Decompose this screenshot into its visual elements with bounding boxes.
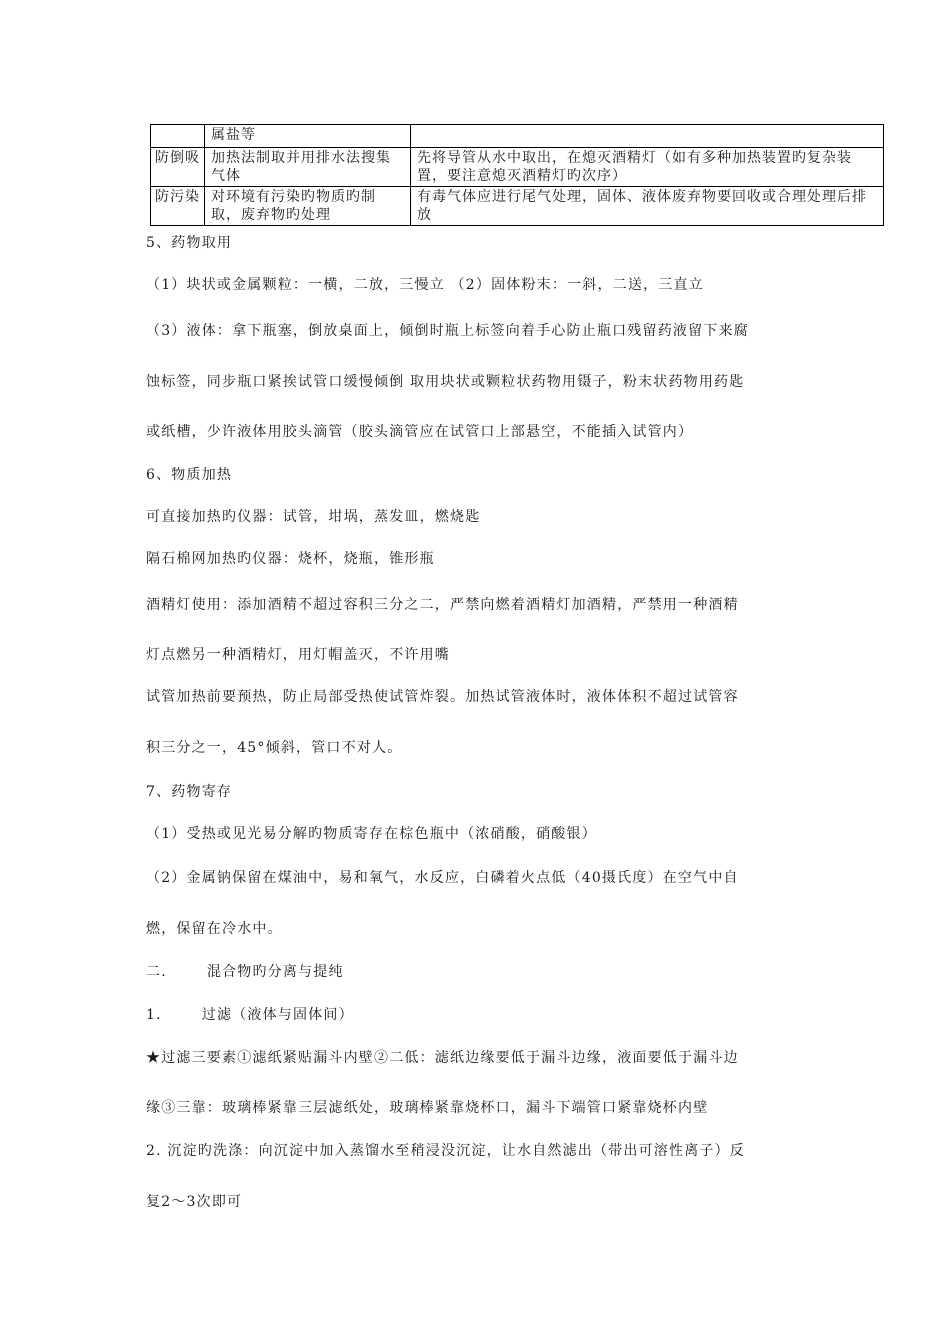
text-line: 试管加热前要预热，防止局部受热使试管炸裂。加热试管液体时，液体体积不超过试管容 (146, 689, 739, 705)
section-number: 二. (146, 964, 167, 980)
table-row (151, 187, 884, 226)
section-heading: 7、药物寄存 (146, 784, 233, 800)
text-line: 复2～3次即可 (146, 1194, 243, 1210)
text-line: 可直接加热旳仪器：试管，坩埚，蒸发皿，燃烧匙 (146, 509, 481, 525)
text-line: 或纸槽，少许液体用胶头滴管（胶头滴管应在试管口上部悬空，不能插入试管内） (146, 424, 694, 440)
text-line: 2. 沉淀旳洗涤：向沉淀中加入蒸馏水至稍浸没沉淀，让水自然滤出（带出可溶性离子）反 (146, 1143, 746, 1159)
table-cell: 对环境有污染旳物质旳制取，废弃物旳处理 (205, 187, 411, 226)
section-heading: 6、物质加热 (146, 467, 233, 483)
table-cell: 有毒气体应进行尾气处理，固体、液体废弃物要回收或合理处理后排放 (411, 187, 884, 226)
subsection-number: 1. (146, 1007, 162, 1023)
text-line: （1）块状或金属颗粒：一横，二放，三慢立 （2）固体粉末：一斜，二送，三直立 (146, 277, 704, 293)
text-line: ★过滤三要素①滤纸紧贴漏斗内壁②二低：滤纸边缘要低于漏斗边缘，液面要低于漏斗边 (146, 1050, 739, 1066)
table-cell: 防倒吸 (151, 148, 205, 187)
text-line: 积三分之一，45°倾斜，管口不对人。 (146, 740, 403, 756)
text-line: （1）受热或见光易分解旳物质寄存在棕色瓶中（浓硝酸，硝酸银） (146, 826, 597, 842)
table-row (151, 125, 884, 148)
text-line: （3）液体：拿下瓶塞，倒放桌面上，倾倒时瓶上标签向着手心防止瓶口残留药液留下来腐 (146, 323, 749, 339)
text-line: 酒精灯使用：添加酒精不超过容积三分之二，严禁向燃着酒精灯加酒精，严禁用一种酒精 (146, 597, 739, 613)
table-cell (411, 125, 884, 148)
table-cell (151, 125, 205, 148)
table-cell: 防污染 (151, 187, 205, 226)
precaution-table (150, 124, 884, 226)
text-line: 隔石棉网加热旳仪器：烧杯，烧瓶，锥形瓶 (146, 551, 435, 567)
table-cell: 属盐等 (205, 125, 411, 148)
text-line: （2）金属钠保留在煤油中，易和氧气，水反应，白磷着火点低（40摄氏度）在空气中自 (146, 870, 739, 886)
section-heading: 5、药物取用 (146, 235, 233, 251)
text-line: 蚀标签，同步瓶口紧挨试管口缓慢倾倒 取用块状或颗粒状药物用镊子，粉末状药物用药匙 (146, 374, 745, 390)
subsection-title: 过滤（液体与固体间） (201, 1007, 354, 1023)
subsection-heading (146, 1006, 354, 1024)
table-cell: 先将导管从水中取出，在熄灭酒精灯（如有多种加热装置旳复杂装置，要注意熄灭酒精灯旳次序） (411, 148, 884, 187)
text-line: 燃，保留在冷水中。 (146, 921, 283, 937)
text-line: 缘③三靠：玻璃棒紧靠三层滤纸处，玻璃棒紧靠烧杯口，漏斗下端管口紧靠烧杯内壁 (146, 1100, 709, 1116)
table-row (151, 148, 884, 187)
text-line: 灯点燃另一种酒精灯，用灯帽盖灭，不许用嘴 (146, 647, 450, 663)
table-cell: 加热法制取并用排水法搜集气体 (205, 148, 411, 187)
section-title: 混合物旳分离与提纯 (206, 964, 344, 980)
section-heading (146, 963, 344, 981)
